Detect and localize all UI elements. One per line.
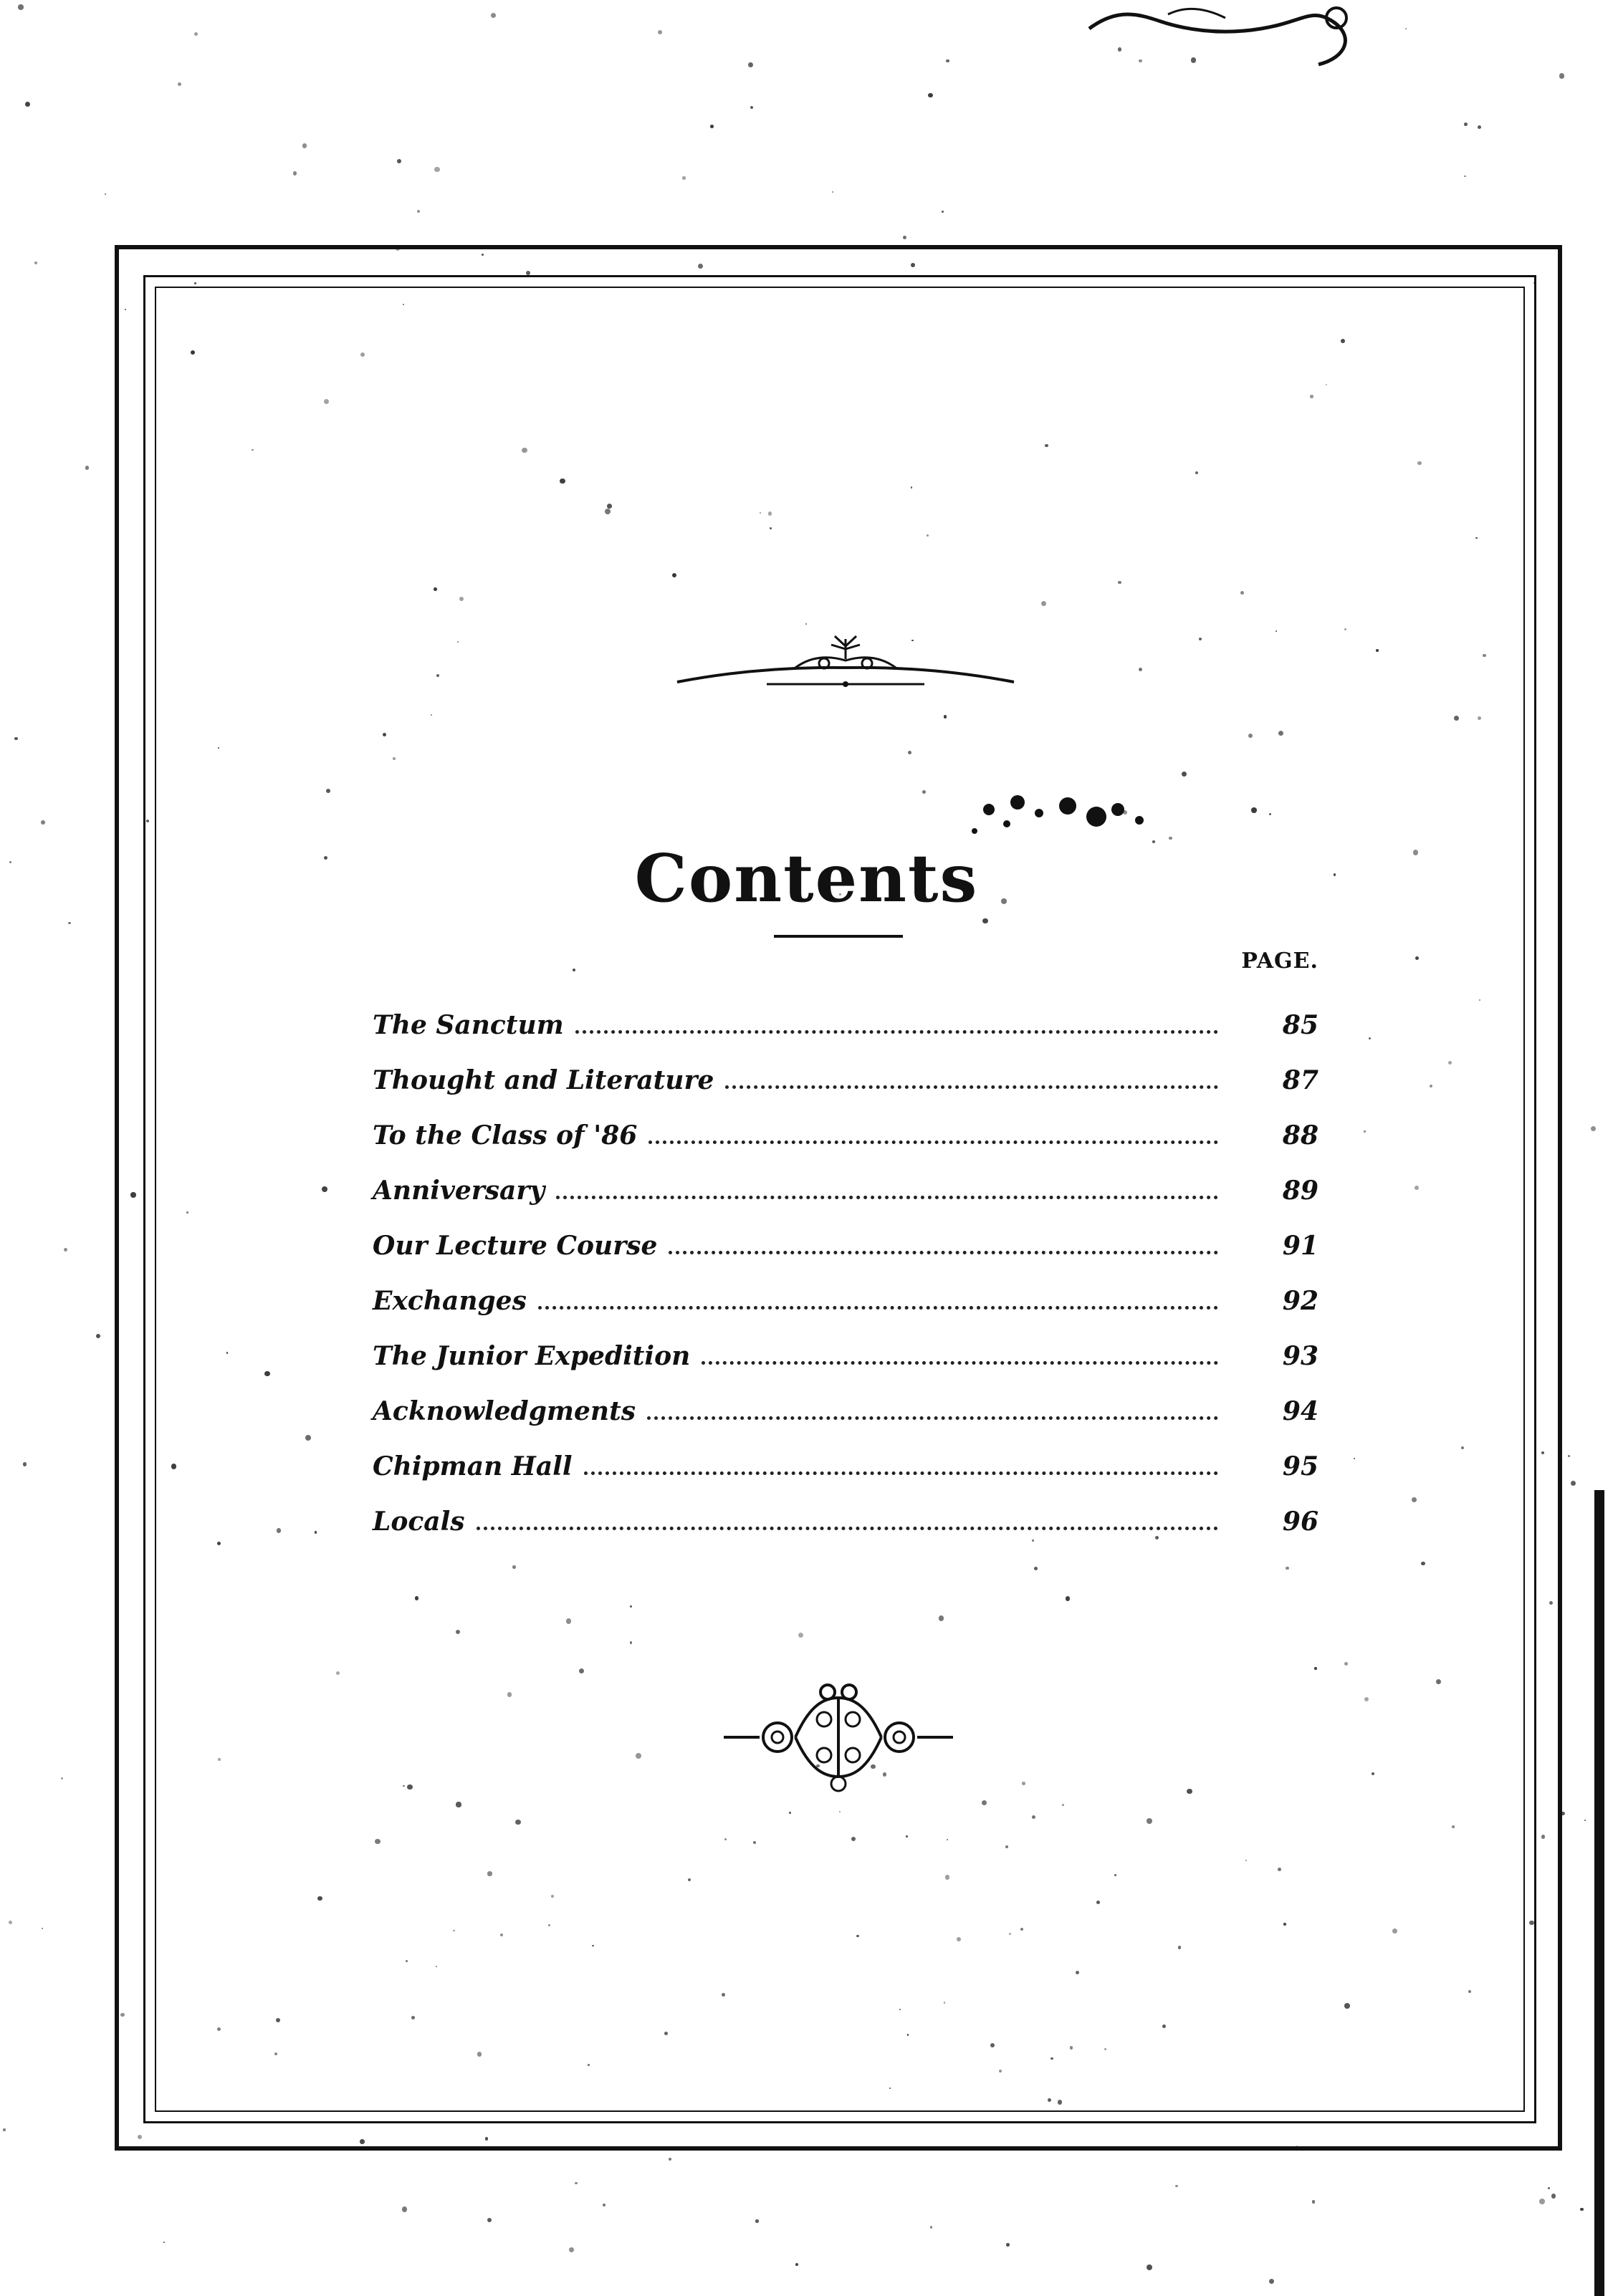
scan-speck: [14, 737, 18, 741]
scan-speck: [302, 143, 307, 148]
scan-speck: [34, 261, 37, 264]
scan-speck: [293, 171, 297, 176]
scan-speck: [105, 193, 106, 195]
scan-speck: [402, 2206, 407, 2211]
toc-entry-page: 88: [1282, 1120, 1318, 1151]
scan-speck: [68, 922, 71, 925]
table-of-contents: [373, 983, 1318, 1537]
scan-speck: [487, 2218, 492, 2222]
scan-speck: [755, 2219, 758, 2222]
footer-ornament: [717, 1676, 960, 1798]
scan-speck: [658, 30, 662, 34]
dot-leader: [702, 1361, 1218, 1365]
scan-speck: [397, 159, 401, 163]
scan-speck: [750, 106, 754, 110]
toc-entry-page: 85: [1282, 1010, 1318, 1040]
page-title: Contents: [634, 840, 979, 917]
toc-entry-title: The Sanctum: [373, 1010, 564, 1040]
scan-speck: [42, 1928, 43, 1929]
toc-entry-page: 95: [1282, 1451, 1318, 1481]
scan-speck: [1571, 1481, 1576, 1486]
scan-speck: [64, 1248, 67, 1252]
header-ornament: [674, 630, 1018, 695]
page-column-label: PAGE.: [1241, 948, 1318, 974]
scan-speck: [178, 82, 181, 86]
margin-scribble: [1075, 0, 1376, 86]
dot-leader: [538, 1306, 1218, 1310]
dot-leader: [647, 1416, 1218, 1420]
scan-speck: [928, 93, 932, 97]
scan-speck: [1478, 125, 1481, 129]
toc-entry-title: Our Lecture Course: [373, 1231, 658, 1261]
scan-speck: [18, 4, 23, 9]
scan-speck: [41, 820, 45, 825]
scan-speck: [575, 2182, 577, 2184]
toc-entry-page: 94: [1282, 1396, 1318, 1426]
toc-entry: [373, 1479, 1318, 1537]
dot-leader: [648, 1140, 1218, 1144]
toc-entry: [373, 1259, 1318, 1314]
scan-speck: [832, 191, 833, 193]
toc-entry-title: Thought and Literature: [373, 1065, 714, 1095]
scan-speck: [903, 236, 906, 239]
toc-entry: [373, 1148, 1318, 1204]
toc-entry: [373, 1424, 1318, 1479]
scan-speck: [603, 2204, 606, 2206]
scan-speck: [748, 62, 753, 67]
scan-speck: [946, 59, 949, 63]
scan-speck: [434, 167, 439, 172]
scan-speck: [1539, 2199, 1545, 2204]
scan-speck: [682, 176, 686, 180]
scan-speck: [1559, 73, 1565, 79]
ink-blot: [932, 781, 1190, 845]
dot-leader: [584, 1471, 1219, 1475]
toc-entry-title: Locals: [373, 1507, 465, 1537]
toc-entry-title: Acknowledgments: [373, 1396, 636, 1426]
scan-speck: [417, 210, 420, 213]
toc-entry-title: Exchanges: [373, 1286, 527, 1316]
dot-leader: [575, 1030, 1218, 1034]
dot-leader: [477, 1527, 1218, 1530]
toc-entry-page: 93: [1282, 1341, 1318, 1371]
title-underline: [774, 935, 903, 938]
toc-entry-page: 87: [1282, 1065, 1318, 1095]
scan-speck: [25, 102, 30, 107]
scan-speck: [9, 1921, 12, 1924]
scan-speck: [1006, 2243, 1010, 2247]
scan-speck: [23, 1462, 27, 1466]
toc-entry-title: To the Class of '86: [373, 1120, 638, 1151]
scan-speck: [491, 13, 496, 18]
scan-speck: [1580, 2208, 1584, 2211]
toc-entry: [373, 1093, 1318, 1151]
toc-entry-title: Chipman Hall: [373, 1451, 573, 1481]
scan-edge-shadow: [1594, 1490, 1604, 2296]
scan-speck: [569, 2247, 574, 2252]
scan-speck: [1591, 1126, 1596, 1131]
toc-entry-page: 96: [1282, 1507, 1318, 1537]
dot-leader: [669, 1251, 1218, 1254]
scan-speck: [163, 2242, 165, 2243]
scan-speck: [1568, 1455, 1570, 1457]
scan-speck: [1551, 2194, 1556, 2199]
toc-entry: [373, 1204, 1318, 1259]
scan-speck: [3, 2128, 5, 2131]
toc-entry-page: 92: [1282, 1286, 1318, 1316]
scan-speck: [1269, 2279, 1274, 2284]
scan-speck: [795, 2263, 798, 2266]
scan-speck: [710, 125, 713, 128]
scan-speck: [1464, 176, 1465, 177]
toc-entry: [373, 1038, 1318, 1093]
scan-speck: [61, 1777, 63, 1779]
scan-speck: [1147, 2264, 1152, 2270]
scan-speck: [1464, 123, 1468, 126]
toc-entry: [373, 1314, 1318, 1369]
scan-speck: [1175, 2185, 1178, 2188]
scan-speck: [942, 211, 944, 213]
dot-leader: [556, 1196, 1218, 1199]
toc-entry-page: 89: [1282, 1176, 1318, 1206]
scan-speck: [1548, 2187, 1550, 2189]
scan-speck: [96, 1334, 100, 1338]
scan-speck: [1584, 1820, 1586, 1821]
toc-entry-title: Anniversary: [373, 1176, 545, 1206]
toc-entry: [373, 983, 1318, 1038]
scan-speck: [1405, 28, 1407, 29]
toc-entry: [373, 1369, 1318, 1424]
toc-entry-title: The Junior Expedition: [373, 1341, 691, 1371]
toc-entry-page: 91: [1282, 1231, 1318, 1261]
scan-speck: [1312, 2200, 1315, 2203]
scan-speck: [85, 466, 90, 470]
dot-leader: [725, 1085, 1218, 1089]
scan-speck: [194, 32, 198, 36]
scan-speck: [669, 2158, 671, 2161]
scan-speck: [930, 2226, 932, 2228]
